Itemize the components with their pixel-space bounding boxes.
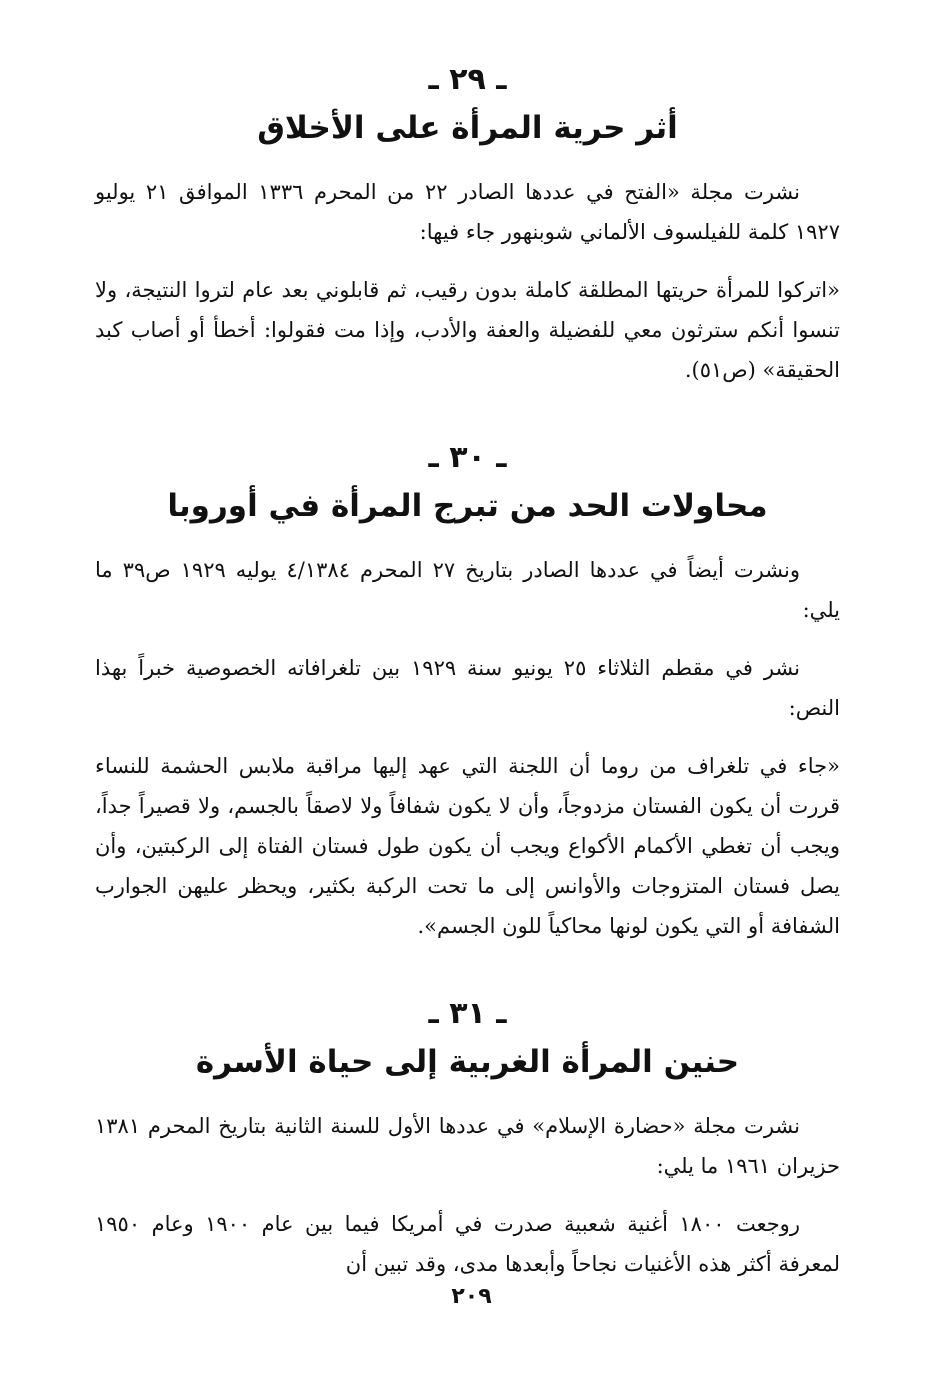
paragraph (95, 550, 840, 630)
paragraph (95, 270, 840, 390)
section-title: أثر حرية المرأة على الأخلاق (257, 110, 678, 146)
section-gap (95, 964, 840, 994)
section-title: محاولات الحد من تبرج المرأة في أوروبا (167, 488, 768, 524)
page-body (95, 60, 840, 1302)
section-number: ـ ٣٠ ـ (428, 440, 507, 475)
section-title: حنين المرأة الغربية إلى حياة الأسرة (195, 1044, 740, 1080)
paragraph (95, 1106, 840, 1186)
paragraph-text: نشرت مجلة «حضارة الإسلام» في عددها الأول للسنة الثانية بتاريخ المحرم ١٣٨١ حزيران ١٩٦١ ما يلي: (95, 1114, 840, 1178)
page-number: ٢٠٩ (451, 1284, 492, 1309)
paragraph (95, 648, 840, 728)
paragraph (95, 746, 840, 946)
section-31 (95, 994, 840, 1284)
paragraph (95, 172, 840, 252)
section-number: ـ ٣١ ـ (428, 996, 507, 1031)
paragraph-text: «جاء في تلغراف من روما أن اللجنة التي عهد إليها مراقبة ملابس الحشمة للنساء قررت أن يكون الفستان مزدوجاً، وأن لا يكون شفافاً ولا لاصقاً بالجسم، ولا قصيراً جداً، ويجب أن تغطي الأكمام الأكواع ويجب أن يكون طول فستان الفتاة إلى الركبتين، وأن يصل فستان المتزوجات والأوانس إلى ما تحت الركبة بكثير، ويحظر عليهن الجوارب الشفافة أو التي يكون لونها محاكياً للون الجسم». (95, 754, 840, 938)
paragraph-text: نشرت مجلة «الفتح في عددها الصادر ٢٢ من المحرم ١٣٣٦ الموافق ٢١ يوليو ١٩٢٧ كلمة للفيلسوف الألماني شوبنهور جاء فيها: (95, 180, 840, 244)
section-number: ـ ٢٩ ـ (428, 62, 507, 97)
paragraph-text: ونشرت أيضاً في عددها الصادر بتاريخ ٢٧ المحرم ٤/١٣٨٤ يوليه ١٩٢٩ ص٣٩ ما يلي: (95, 558, 840, 622)
section-gap (95, 408, 840, 438)
section-30 (95, 438, 840, 946)
paragraph-text: روجعت ١٨٠٠ أغنية شعبية صدرت في أمريكا فيما بين عام ١٩٠٠ وعام ١٩٥٠ لمعرفة أكثر هذه الأغنيات نجاحاً وأبعدها مدى، وقد تبين أن (95, 1212, 840, 1276)
paragraph-text: نشر في مقطم الثلاثاء ٢٥ يونيو سنة ١٩٢٩ بين تلغرافاته الخصوصية خبراً بهذا النص: (95, 656, 840, 720)
paragraph-text: «اتركوا للمرأة حريتها المطلقة كاملة بدون رقيب، ثم قابلوني بعد عام لتروا النتيجة، ولا تنسوا أنكم سترثون معي للفضيلة والعفة والأدب، وإذا مت فقولوا: أخطأ أو أصاب كبد الحقيقة» (ص٥١). (95, 278, 840, 382)
section-29 (95, 60, 840, 390)
paragraph (95, 1204, 840, 1284)
